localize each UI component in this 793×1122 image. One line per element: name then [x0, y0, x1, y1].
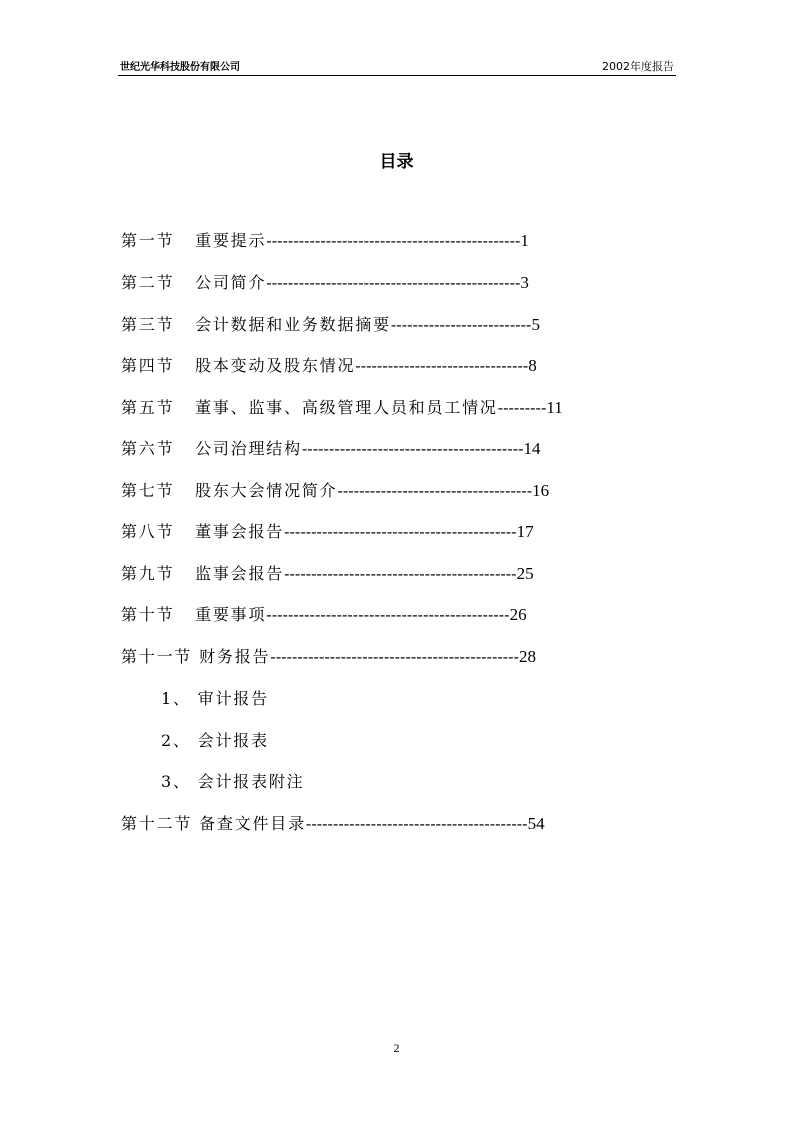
toc-sub-entry-1[interactable]	[161, 688, 269, 710]
header-report-title: 2002年度报告	[602, 60, 674, 73]
toc-section: 第四节	[121, 356, 175, 375]
toc-entry-title: 董事会报告	[195, 522, 285, 541]
toc-section: 第十节	[121, 605, 175, 624]
toc-entry-title: 财务报告	[199, 647, 271, 666]
toc-leader: -------------------------------------------	[284, 522, 517, 541]
page-header	[118, 57, 676, 76]
toc-section: 第七节	[121, 481, 175, 500]
toc-leader: -----------------------------------------	[301, 439, 524, 458]
toc-sub-entry-label: 3、 会计报表附注	[161, 772, 305, 791]
toc-entry-2[interactable]	[121, 272, 529, 294]
toc-page-number: 11	[546, 398, 563, 417]
toc-section: 第三节	[121, 315, 175, 334]
toc-leader: ----------------------------------------------	[270, 647, 519, 666]
toc-entry-title: 股本变动及股东情况	[195, 356, 356, 375]
toc-leader: ---------------------------------------------	[266, 605, 510, 624]
toc-page-number: 54	[527, 814, 545, 833]
toc-entry-4[interactable]	[121, 355, 537, 377]
toc-sub-entry-2[interactable]	[161, 730, 269, 752]
toc-page-number: 8	[528, 356, 537, 375]
toc-page-number: 1	[520, 231, 529, 250]
toc-entry-title: 重要事项	[195, 605, 267, 624]
toc-leader: ------------------------------------	[337, 481, 533, 500]
toc-entry-title: 公司简介	[195, 273, 267, 292]
toc-sub-entry-label: 2、 会计报表	[161, 731, 269, 750]
toc-entry-12[interactable]	[121, 813, 545, 835]
toc-entry-10[interactable]	[121, 604, 527, 626]
toc-section: 第十二节	[121, 814, 193, 833]
toc-section: 第六节	[121, 439, 175, 458]
toc-entry-title: 股东大会情况简介	[195, 481, 338, 500]
toc-leader: -------------------------------------------	[284, 564, 517, 583]
toc-section: 第八节	[121, 522, 175, 541]
toc-page-number: 17	[516, 522, 534, 541]
toc-section: 第五节	[121, 398, 175, 417]
toc-leader: -----------------------------------------------	[266, 231, 521, 250]
toc-entry-8[interactable]	[121, 521, 534, 543]
toc-leader: --------------------------------	[355, 356, 529, 375]
toc-entry-title: 会计数据和业务数据摘要	[195, 315, 391, 334]
toc-section: 第十一节	[121, 647, 193, 666]
toc-leader: -----------------------------------------------	[266, 273, 521, 292]
toc-entry-title: 监事会报告	[195, 564, 285, 583]
toc-title: 目录	[379, 152, 414, 172]
toc-page-number: 16	[532, 481, 550, 500]
toc-section: 第二节	[121, 273, 175, 292]
toc-section: 第一节	[121, 231, 175, 250]
toc-entry-title: 董事、监事、高级管理人员和员工情况	[195, 398, 498, 417]
toc-sub-entry-label: 1、 审计报告	[161, 689, 269, 708]
toc-entry-3[interactable]	[121, 314, 540, 336]
toc-entry-1[interactable]	[121, 230, 529, 252]
page-number: 2	[393, 1041, 400, 1055]
toc-page-number: 26	[509, 605, 527, 624]
toc-entry-title: 备查文件目录	[199, 814, 306, 833]
toc-entry-7[interactable]	[121, 480, 549, 502]
toc-page-number: 25	[516, 564, 534, 583]
toc-leader: --------------------------	[390, 315, 532, 334]
toc-page-number: 5	[531, 315, 540, 334]
toc-entry-title: 公司治理结构	[195, 439, 302, 458]
toc-entry-9[interactable]	[121, 563, 534, 585]
toc-entry-title: 重要提示	[195, 231, 267, 250]
toc-page-number: 28	[518, 647, 536, 666]
toc-entry-5[interactable]	[121, 397, 563, 419]
header-company-name: 世纪光华科技股份有限公司	[120, 62, 240, 73]
toc-page-number: 14	[523, 439, 541, 458]
toc-page-number: 3	[520, 273, 529, 292]
toc-sub-entry-3[interactable]	[161, 771, 304, 793]
toc-entry-11[interactable]	[121, 646, 536, 668]
toc-entry-6[interactable]	[121, 438, 541, 460]
toc-leader: ---------	[497, 398, 547, 417]
toc-section: 第九节	[121, 564, 175, 583]
toc-leader: -----------------------------------------	[305, 814, 528, 833]
